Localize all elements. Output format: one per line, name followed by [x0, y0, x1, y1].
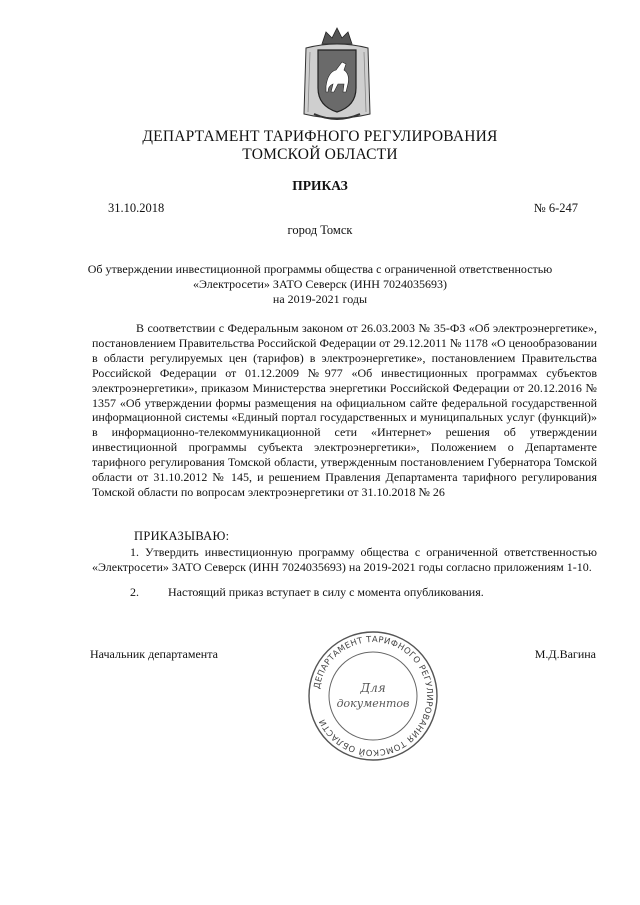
- document-title: ПРИКАЗ: [292, 178, 348, 193]
- tomsk-coat-of-arms-icon: [300, 26, 374, 126]
- signatory-position: Начальник департамента: [90, 647, 218, 661]
- document-number: № 6-247: [533, 201, 578, 215]
- order-item-2-text: Настоящий приказ вступает в силу с момента опубликования.: [168, 585, 484, 599]
- order-item-2: [130, 585, 484, 600]
- document-city: город Томск: [287, 223, 353, 237]
- subject-line1: Об утверждении инвестиционной программы общества с ограниченной ответственностью: [87, 262, 553, 276]
- document-date: 31.10.2018: [108, 201, 165, 215]
- preamble-paragraph: В соответствии с Федеральным законом от 26.03.2003 № 35-ФЗ «Об электроэнергетике», постановлением Правительства Российской Федерации от 29.12.2011 № 1178 «О ценообразовании в области регулируемых цен (тарифов) в электроэнергетике», постановлением Правительства Российской Федерации от 01.12.2009 №977 «Об инвестиционных программах субъектов электроэнергетики», приказом Министерства энергетики Российской Федерации от 20.12.2016 № 1357 «Об утверждении формы размещения на официальном сайте федеральной государственной информационной системы «Единый портал государственных и муниципальных услуг (функций)» в информационно-телекоммуникационной сети «Интернет» решения об утверждении инвестиционной программы субъекта электроэнергетики», Положением о Департаменте тарифного регулирования Томской области, утвержденным постановлением Губернатора Томской области от 31.10.2012 № 145, и решением Правления Департамента тарифного регулирования Томской области по вопросам электроэнергетики от 31.10.2018 № 26: [92, 321, 597, 499]
- subject-line3: на 2019-2021 годы: [272, 292, 368, 306]
- order-item-1: 1. Утвердить инвестиционную программу общества с ограниченной ответственностью «Электросети» ЗАТО Северск (ИНН 7024035693) на 2019-2021 годы согласно приложениям 1-10.: [92, 545, 597, 574]
- department-name-line2: ТОМСКОЙ ОБЛАСТИ: [242, 146, 398, 163]
- subject-line2: «Электросети» ЗАТО Северск (ИНН 7024035693): [193, 277, 447, 291]
- department-name-line1: ДЕПАРТАМЕНТ ТАРИФНОГО РЕГУЛИРОВАНИЯ: [142, 128, 498, 145]
- signatory-name: М.Д.Вагина: [534, 647, 596, 661]
- stamp-inner-line1: Для: [360, 681, 386, 695]
- order-item-2-number: 2.: [130, 585, 139, 599]
- order-word: ПРИКАЗЫВАЮ:: [134, 529, 230, 543]
- stamp-inner-line2: документов: [336, 697, 410, 710]
- official-stamp: [305, 628, 441, 764]
- stamp-outer-text: ДЕПАРТАМЕНТ ТАРИФНОГО РЕГУЛИРОВАНИЯ ТОМСКОЙ ОБЛАСТИ: [311, 633, 436, 759]
